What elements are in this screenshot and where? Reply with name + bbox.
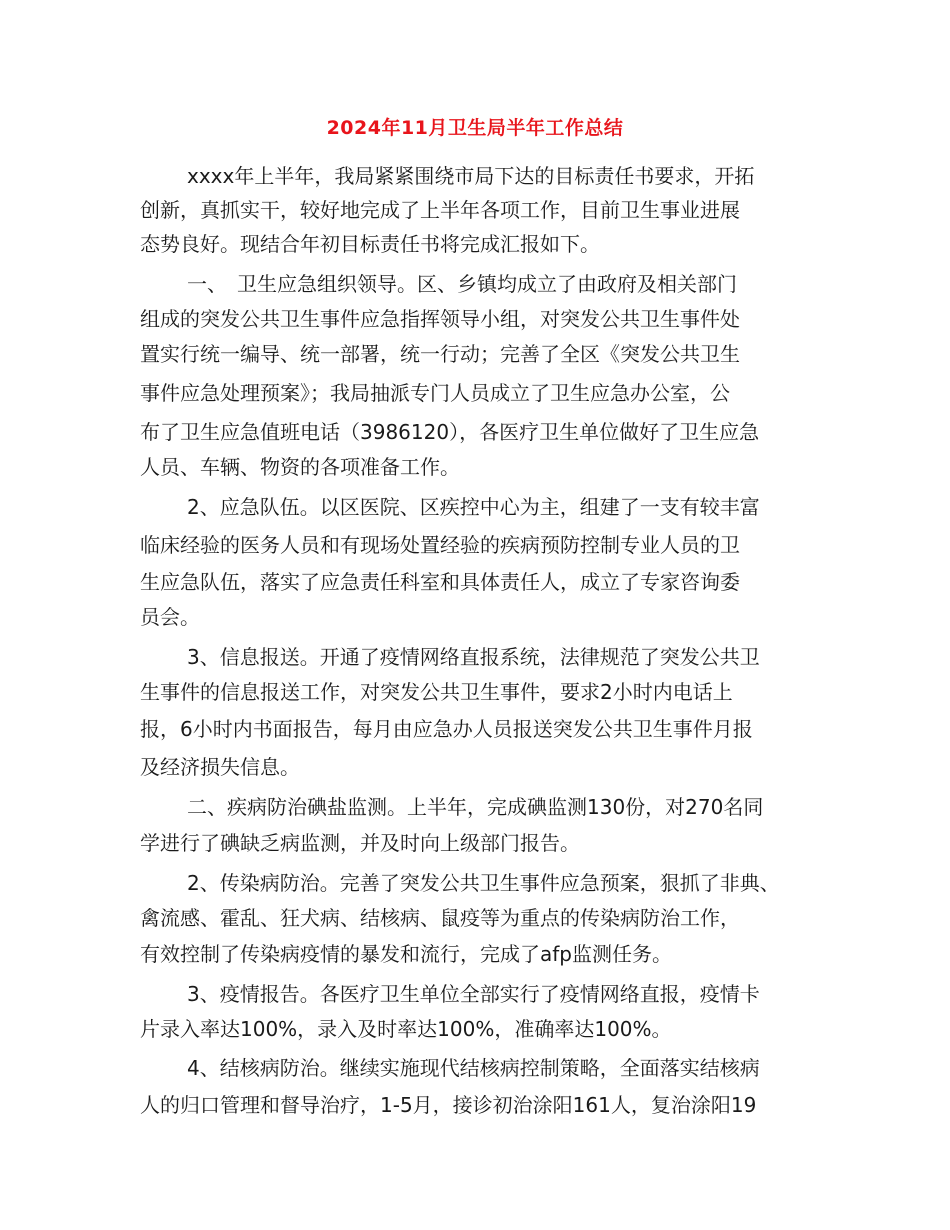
body-line: xxxx年上半年，我局紧紧围绕市局下达的目标责任书要求，开拓 xyxy=(187,164,755,188)
body-line: 片录入率达100%，录入及时率达100%，准确率达100%。 xyxy=(140,1017,672,1041)
body-line: 布了卫生应急值班电话（3986120），各医疗卫生单位做好了卫生应急 xyxy=(140,420,760,444)
body-line: 3、疫情报告。各医疗卫生单位全部实行了疫情网络直报，疫情卡 xyxy=(187,982,760,1006)
body-line: 员会。 xyxy=(140,605,200,629)
body-line: 生事件的信息报送工作，对突发公共卫生事件，要求2小时内电话上 xyxy=(140,680,733,704)
body-line: 4、结核病防治。继续实施现代结核病控制策略，全面落实结核病 xyxy=(187,1056,760,1080)
body-line: 人员、车辆、物资的各项准备工作。 xyxy=(140,455,460,479)
document-title: 2024年11月卫生局半年工作总结 xyxy=(326,117,624,139)
body-line: 2、应急队伍。以区医院、区疾控中心为主，组建了一支有较丰富 xyxy=(187,495,760,519)
body-line: 报，6小时内书面报告，每月由应急办人员报送突发公共卫生事件月报 xyxy=(140,717,753,741)
body-line: 人的归口管理和督导治疗，1-5月，接诊初治涂阳161人，复治涂阳19 xyxy=(140,1093,757,1117)
body-line: 创新，真抓实干，较好地完成了上半年各项工作，目前卫生事业进展 xyxy=(140,198,740,222)
body-line: 二、疾病防治碘盐监测。上半年，完成碘监测130份，对270名同 xyxy=(187,795,764,819)
body-line: 3、信息报送。开通了疫情网络直报系统，法律规范了突发公共卫 xyxy=(187,645,760,669)
body-line: 临床经验的医务人员和有现场处置经验的疾病预防控制专业人员的卫 xyxy=(140,533,740,557)
body-line: 学进行了碘缺乏病监测，并及时向上级部门报告。 xyxy=(140,831,580,855)
body-line: 2、传染病防治。完善了突发公共卫生事件应急预案，狠抓了非典、 xyxy=(187,871,780,895)
body-line: 态势良好。现结合年初目标责任书将完成汇报如下。 xyxy=(140,232,600,256)
body-line: 生应急队伍，落实了应急责任科室和具体责任人，成立了专家咨询委 xyxy=(140,570,740,594)
body-line: 组成的突发公共卫生事件应急指挥领导小组，对突发公共卫生事件处 xyxy=(140,307,740,331)
body-line: 有效控制了传染病疫情的暴发和流行，完成了afp监测任务。 xyxy=(140,942,672,966)
body-line: 一、 卫生应急组织领导。区、乡镇均成立了由政府及相关部门 xyxy=(187,272,737,296)
body-line: 事件应急处理预案》；我局抽派专门人员成立了卫生应急办公室，公 xyxy=(140,381,730,405)
body-line: 及经济损失信息。 xyxy=(140,755,300,779)
body-line: 置实行统一编导、统一部署，统一行动；完善了全区《突发公共卫生 xyxy=(140,342,740,366)
body-line: 禽流感、霍乱、狂犬病、结核病、鼠疫等为重点的传染病防治工作， xyxy=(140,906,740,930)
